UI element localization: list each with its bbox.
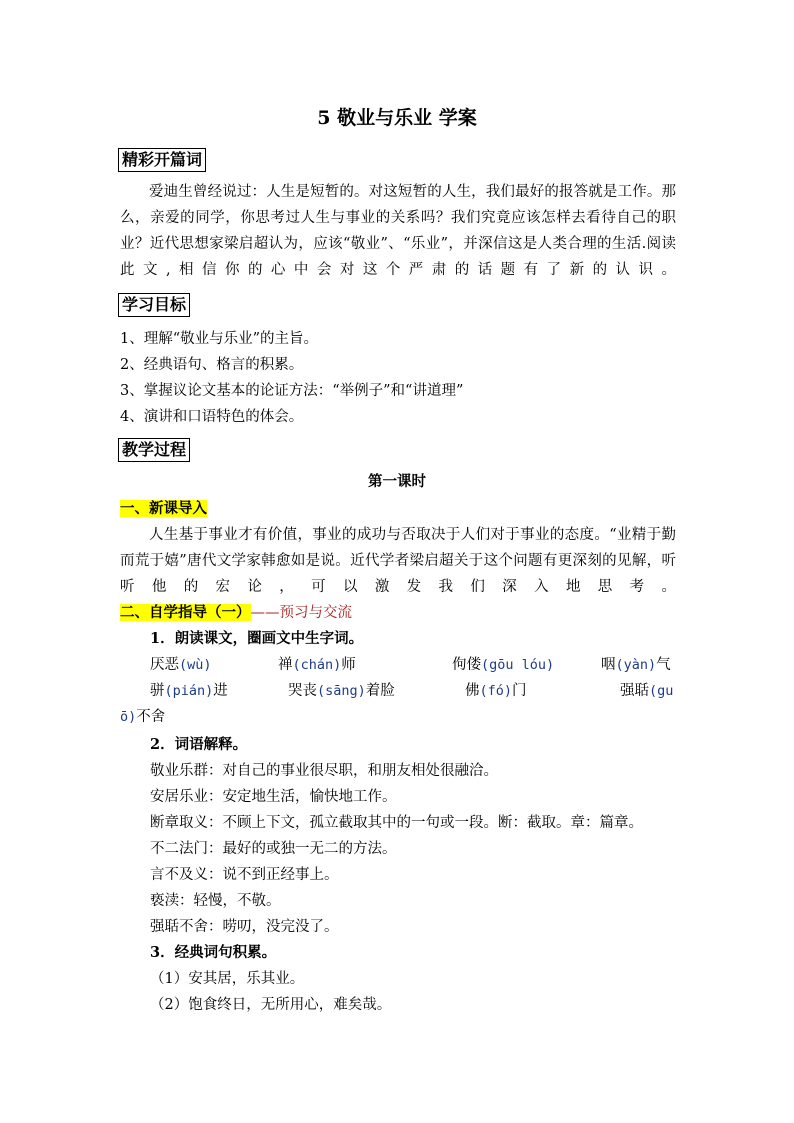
goal-item: 4、演讲和口语特色的体会。 — [120, 409, 304, 425]
definition-item: 亵渎：轻慢，不敬。 — [150, 893, 281, 909]
vocab-word: 佛(fó)门 — [465, 683, 527, 699]
section-heading-process: 教学过程 — [118, 438, 190, 462]
definition-item: 不二法门：最好的或独一无二的方法。 — [150, 841, 397, 857]
vocab-word: 哭丧(sāng)着脸 — [288, 683, 395, 699]
definition-item: 强聒不舍：唠叨，没完没了。 — [150, 919, 339, 935]
part1-paragraph: 人生基于事业才有价值，事业的成功与否取决于人们对于事业的态度。“业精于勤而荒于嬉”唐代文学家韩愈如是说。近代学者梁启超关于这个问题有更深刻的见解，听听他的宏论，可以激发我们深入地思考。 — [120, 527, 676, 595]
definition-item: 断章取义：不顾上下文，孤立截取其中的一句或一段。断：截取。章：篇章。 — [150, 815, 643, 831]
step2-label: 2．词语解释。 — [150, 736, 248, 753]
part1-heading — [120, 496, 207, 522]
vocab-word: 厌恶(wù) — [150, 657, 212, 673]
quote-item: （1）安其居，乐其业。 — [150, 971, 305, 987]
definition-item: 言不及义：说不到正经事上。 — [150, 867, 339, 883]
intro-paragraph: 爱迪生曾经说过：人生是短暂的。对这短暂的人生，我们最好的报答就是工作。那么，亲爱的同学，你思考过人生与事业的关系吗？我们究竟应该怎样去看待自己的职业？近代思想家梁启超认为，应该“敬业”、“乐业”，并深信这是人类合理的生活.阅读此文,相信你的心中会对这个严肃的话题有了新的认识。 — [120, 184, 676, 278]
part2-heading — [120, 600, 352, 626]
goal-item: 1、理解“敬业与乐业”的主旨。 — [120, 331, 319, 347]
vocab-word: 禅(chán)师 — [278, 657, 356, 673]
vocab-word: 骈(pián)进 — [150, 683, 228, 699]
definition-item: 安居乐业：安定地生活，愉快地工作。 — [150, 789, 397, 805]
vocab-word: 咽(yàn)气 — [601, 657, 671, 673]
part2-heading-sub: ——预习与交流 — [250, 605, 352, 621]
definition-item: 敬业乐群：对自己的事业很尽职，和朋友相处很融洽。 — [150, 763, 498, 779]
step1-label: 1．朗读课文，圈画文中生字词。 — [150, 630, 364, 647]
page-title: 5 敬业与乐业 学案 — [317, 107, 477, 129]
part1-heading-text: 一、新课导入 — [120, 500, 207, 517]
step3-label: 3．经典词句积累。 — [150, 944, 277, 961]
quote-item: （2）饱食终日，无所用心，难矣哉。 — [150, 997, 392, 1013]
goal-item: 3、掌握议论文基本的论证方法：“举例子”和“讲道理” — [120, 383, 464, 399]
lesson-title: 第一课时 — [368, 473, 426, 490]
vocab-word-continuation: ō)不舍 — [120, 709, 166, 725]
section-heading-goals: 学习目标 — [118, 293, 190, 317]
part2-heading-main: 二、自学指导（一） — [120, 604, 251, 621]
vocab-word: 佝偻(gōu lóu) — [452, 657, 555, 673]
section-heading-intro: 精彩开篇词 — [118, 148, 206, 172]
goal-item: 2、经典语句、格言的积累。 — [120, 357, 304, 373]
vocab-word: 强聒(gu — [620, 683, 674, 699]
